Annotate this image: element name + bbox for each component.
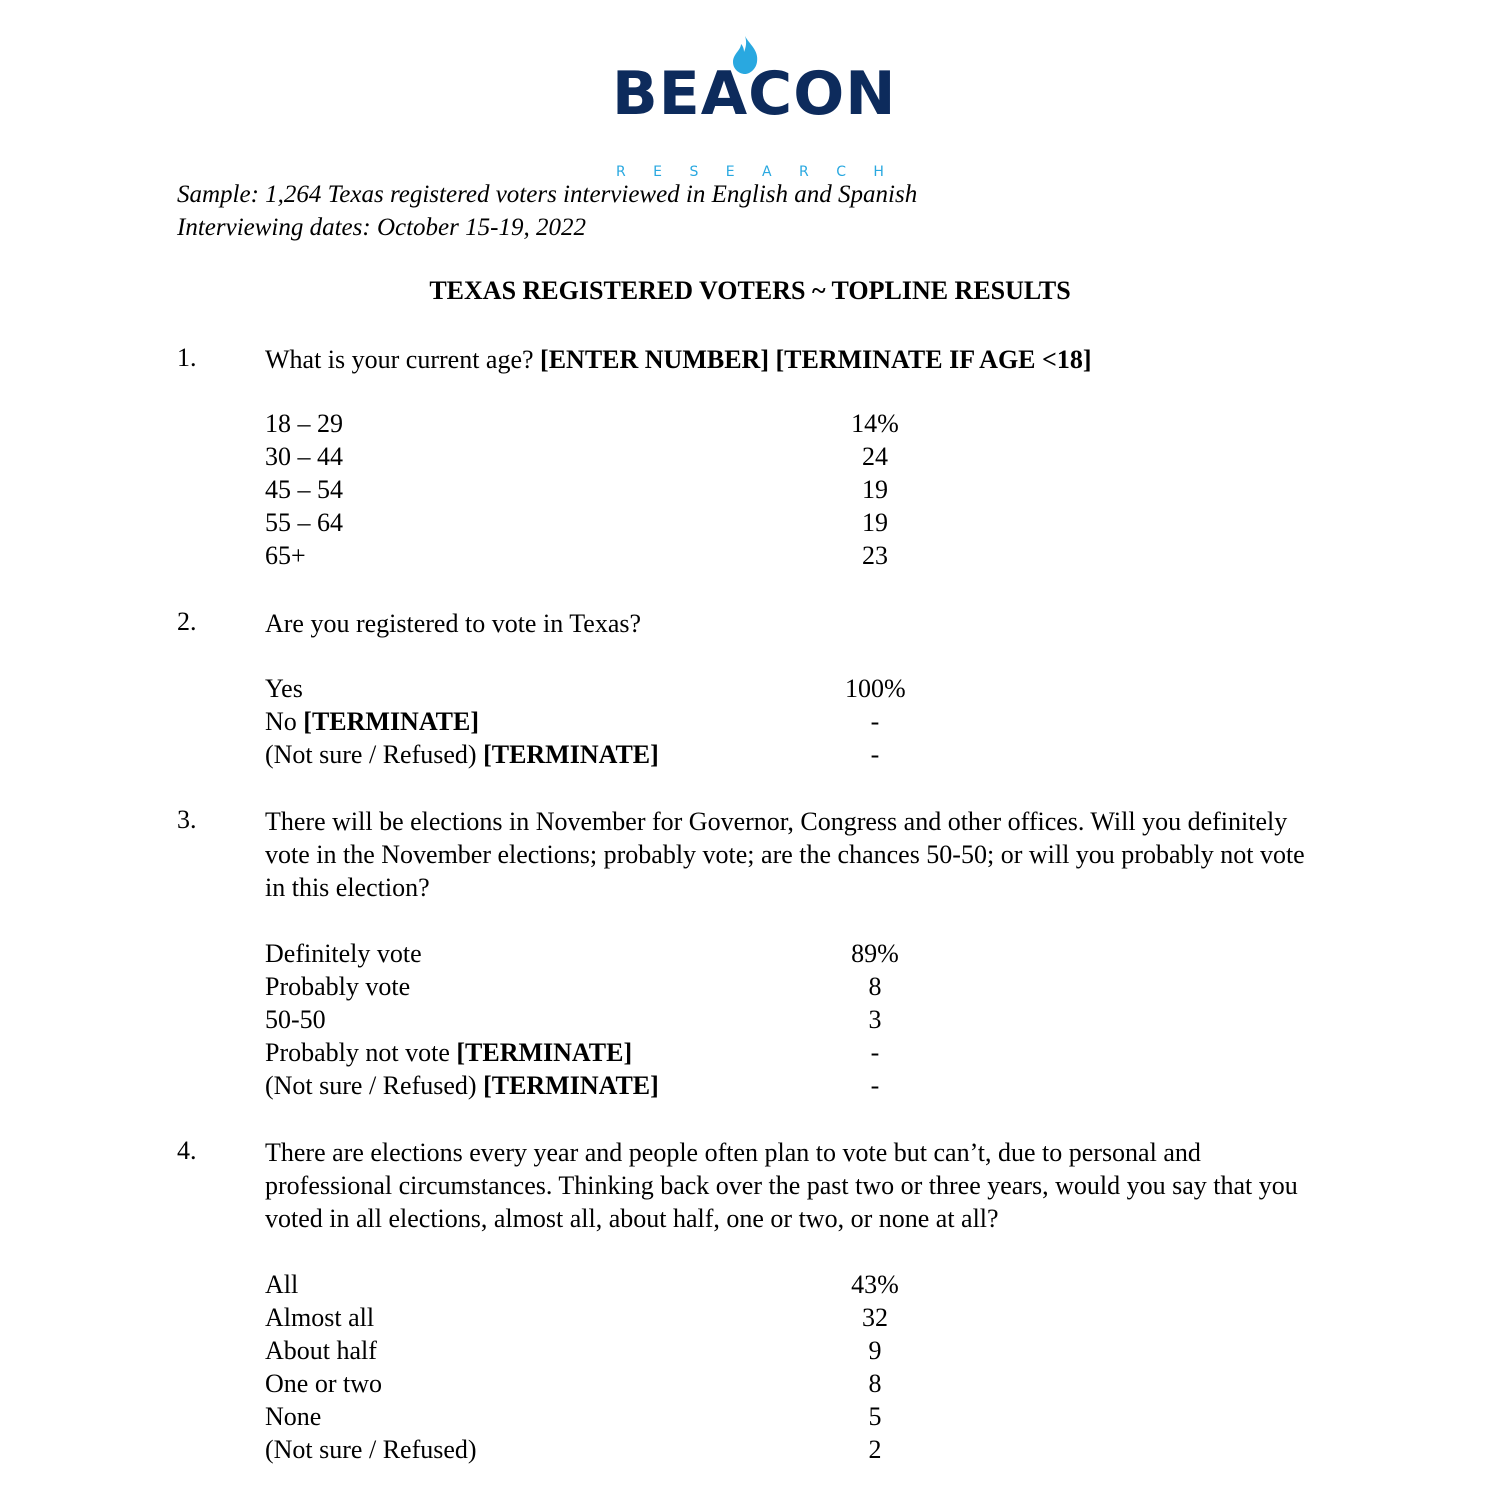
answer-label: (Not sure / Refused) [TERMINATE]	[265, 1071, 659, 1100]
answer-table	[265, 1268, 945, 1466]
answer-row	[265, 1367, 945, 1400]
answer-label: Yes	[265, 674, 303, 703]
answer-label: About half	[265, 1336, 377, 1365]
question-instruction: [ENTER NUMBER] [TERMINATE IF AGE <18]	[540, 345, 1092, 374]
question-text: There are elections every year and people often plan to vote but can’t, due to personal and professional circumstances. Thinking back over the past two or three years, would you say that you voted in all elections, almost all, about half, one or two, or none at all?	[265, 1138, 1298, 1233]
logo-subtitle-letter: A	[762, 164, 772, 180]
answer-label: One or two	[265, 1369, 382, 1398]
answer-value: 19	[862, 508, 888, 537]
answer-row	[265, 1268, 945, 1301]
answer-row	[265, 1334, 945, 1367]
answer-value: 2	[868, 1435, 882, 1464]
answer-row	[265, 738, 945, 771]
question-number: 2.	[177, 607, 197, 636]
logo-subtitle-letter: E	[725, 164, 735, 180]
answer-value: 5	[868, 1402, 882, 1431]
answer-value: 100%	[845, 674, 906, 703]
answer-table	[265, 672, 945, 771]
answer-value: -	[870, 1071, 880, 1100]
page-title: TEXAS REGISTERED VOTERS ~ TOPLINE RESULTS	[429, 276, 1071, 305]
logo-subtitle-letter: H	[873, 164, 884, 180]
answer-row	[265, 672, 945, 705]
answer-table	[265, 937, 945, 1102]
answer-row	[265, 1301, 945, 1334]
answer-value: 14%	[851, 409, 899, 438]
answer-label: Almost all	[265, 1303, 375, 1332]
answer-label: 30 – 44	[265, 442, 343, 471]
question-number: 4.	[177, 1136, 197, 1165]
answer-row	[265, 1036, 945, 1069]
logo-subtitle-letter: S	[689, 164, 699, 180]
question-text	[265, 343, 1325, 376]
terminate-tag: [TERMINATE]	[483, 1071, 659, 1100]
logo-subtitle-letter: R	[616, 164, 626, 180]
terminate-tag: [TERMINATE]	[456, 1038, 633, 1067]
answer-label: (Not sure / Refused) [TERMINATE]	[265, 740, 659, 769]
answer-label: 18 – 29	[265, 409, 343, 438]
question-number: 3.	[177, 805, 197, 834]
answer-row	[265, 506, 945, 539]
sample-line: Sample: 1,264 Texas registered voters interviewed in English and Spanish	[177, 181, 918, 208]
answer-row	[265, 440, 945, 473]
answer-label: All	[265, 1270, 299, 1299]
terminate-tag: [TERMINATE]	[483, 740, 659, 769]
question-number: 1.	[177, 343, 197, 372]
answer-row	[265, 970, 945, 1003]
logo-subtitle-letter: E	[653, 164, 663, 180]
answer-value: 43%	[851, 1270, 899, 1299]
logo-subtitle-letter: R	[799, 164, 809, 180]
answer-row	[265, 705, 945, 738]
answer-label: 45 – 54	[265, 475, 343, 504]
answer-row	[265, 1400, 945, 1433]
interview-dates: Interviewing dates: October 15-19, 2022	[177, 214, 586, 241]
answer-label: 50-50	[265, 1005, 326, 1034]
terminate-tag: [TERMINATE]	[303, 707, 480, 736]
answer-row	[265, 1069, 945, 1102]
answer-row	[265, 407, 945, 440]
question-text: There will be elections in November for Governor, Congress and other offices. Will you definitely vote in the November elections; probably vote; are the chances 50-50; or will you probably not vote in this election?	[265, 807, 1305, 902]
answer-label: 65+	[265, 541, 306, 570]
answer-value: 8	[868, 972, 882, 1001]
answer-row	[265, 1003, 945, 1036]
answer-value: -	[870, 707, 880, 736]
answer-label: Probably vote	[265, 972, 411, 1001]
answer-value: 9	[868, 1336, 882, 1365]
answer-label: (Not sure / Refused)	[265, 1435, 477, 1464]
logo-wordmark: BEACON	[612, 59, 897, 129]
answer-value: 3	[868, 1005, 882, 1034]
answer-label: Definitely vote	[265, 939, 422, 968]
answer-value: 32	[862, 1303, 888, 1332]
answer-row	[265, 937, 945, 970]
answer-value: 8	[868, 1369, 882, 1398]
answer-value: 89%	[851, 939, 899, 968]
answer-value: -	[870, 740, 880, 769]
answer-row	[265, 539, 945, 572]
answer-row	[265, 473, 945, 506]
answer-label: None	[265, 1402, 322, 1431]
answer-label: Probably not vote [TERMINATE]	[265, 1038, 633, 1067]
logo-subtitle-letter: C	[836, 164, 846, 180]
answer-label: 55 – 64	[265, 508, 343, 537]
answer-value: 19	[862, 475, 888, 504]
answer-table	[265, 407, 945, 572]
beacon-research-logo	[612, 36, 897, 180]
answer-value: 24	[862, 442, 888, 471]
answer-value: 23	[862, 541, 888, 570]
survey-meta	[177, 178, 917, 244]
answer-label: No [TERMINATE]	[265, 707, 480, 736]
question-text: Are you registered to vote in Texas?	[265, 609, 642, 638]
answer-value: -	[870, 1038, 880, 1067]
answer-row	[265, 1433, 945, 1466]
question-prompt: What is your current age?	[265, 345, 534, 374]
